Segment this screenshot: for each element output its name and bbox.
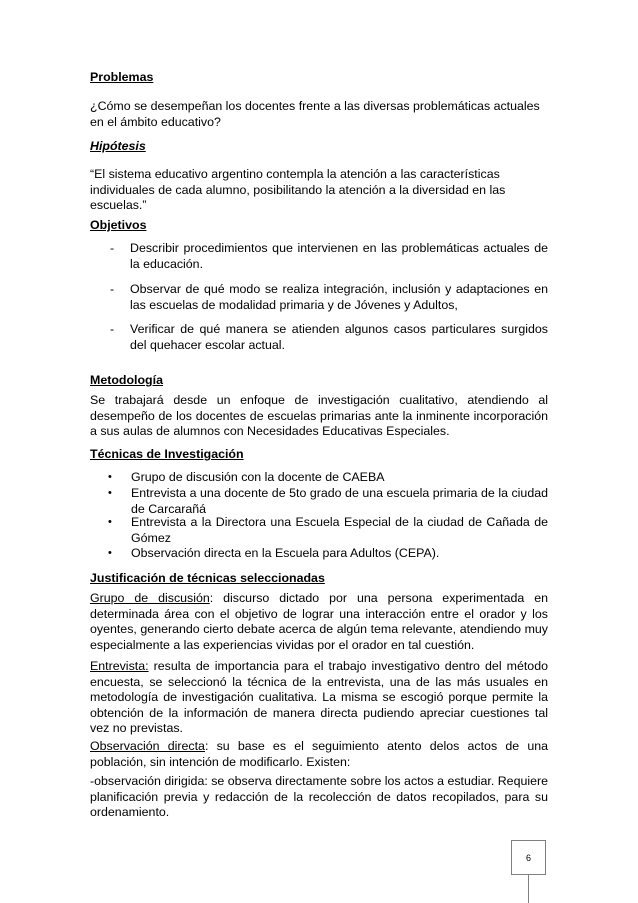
observacion-text: : su base es el seguimiento atento delos actos de una población, sin intención de modificarlo. Existen: (90, 739, 548, 769)
bullet-marker: • (108, 471, 112, 483)
entrevista-label: Entrevista: (90, 659, 149, 673)
tecnica-text: Entrevista a la Directora una Escuela Especial de la ciudad de Cañada de Gómez (131, 515, 548, 545)
tecnicas-heading: Técnicas de Investigación (90, 447, 244, 461)
grupo-paragraph (90, 591, 548, 653)
problemas-heading: Problemas (90, 70, 154, 84)
bullet-marker: • (108, 516, 112, 528)
bullet-marker: • (108, 487, 112, 499)
grupo-label: Grupo de discusión (90, 591, 210, 605)
page-number-box (511, 840, 546, 875)
tecnica-text: Observación directa en la Escuela para Adultos (CEPA). (131, 546, 440, 560)
dash-marker: - (110, 282, 115, 296)
dirigida-paragraph: -observación dirigida: se observa directamente sobre los actos a estudiar. Requiere planificación previa y redacción de la recolección de datos recopilados, para su ordenamiento. (90, 774, 549, 819)
metodologia-heading: Metodología (90, 373, 163, 387)
observacion-paragraph (90, 739, 548, 770)
tecnica-text: Grupo de discusión con la docente de CAEBA (131, 470, 385, 484)
bullet-marker: • (108, 547, 112, 559)
entrevista-text: resulta de importancia para el trabajo investigativo dentro del método encuesta, se seleccionó la técnica de la entrevista, una de las más usuales en metodología de investigación cualitativa. La misma se escogió porque permite la obtención de la información de manera directa pudiendo apreciar cuestiones tal vez no previstas. (90, 659, 548, 735)
objetivo-text: Describir procedimientos que intervienen en las problemáticas actuales de la educación. (130, 241, 548, 271)
justificacion-heading: Justificación de técnicas seleccionadas (90, 571, 325, 585)
hipotesis-text: “El sistema educativo argentino contempla la atención a las características individuales de cada alumno, posibilitando la atención a la diversidad en las escuelas.” (90, 167, 506, 212)
objetivo-text: Verificar de qué manera se atienden algunos casos particulares surgidos del quehacer escolar actual. (130, 322, 548, 352)
entrevista-paragraph (90, 659, 548, 737)
objetivo-text: Observar de qué modo se realiza integración, inclusión y adaptaciones en las escuelas de modalidad primaria y de Jóvenes y Adultos, (130, 282, 548, 312)
hipotesis-heading: Hipótesis (90, 139, 146, 153)
problemas-text: ¿Cómo se desempeñan los docentes frente a las diversas problemáticas actuales en el ámbito educativo? (90, 99, 540, 129)
page-number: 6 (525, 853, 531, 863)
dash-marker: - (110, 322, 115, 336)
objetivos-heading: Objetivos (90, 218, 147, 232)
tecnica-text: Entrevista a una docente de 5to grado de una escuela primaria de la ciudad de Carcarañá (131, 486, 548, 516)
metodologia-text: Se trabajará desde un enfoque de investigación cualitativo, atendiendo al desempeño de los docentes de escuelas primarias ante la inminente incorporación a sus aulas de alumnos con Necesidades Educativas Especiales. (90, 393, 548, 438)
grupo-text: : discurso dictado por una persona experimentada en determinada área con el objetivo de lograr una interacción entre el orador y los oyentes, generando cierto debate acerca de algún tema relevante, atendiendo muy especialmente a las experiencias vividas por el orador en tal cuestión. (90, 591, 548, 652)
page-number-line (528, 875, 529, 903)
observacion-label: Observación directa (90, 739, 205, 753)
dash-marker: - (110, 241, 115, 255)
